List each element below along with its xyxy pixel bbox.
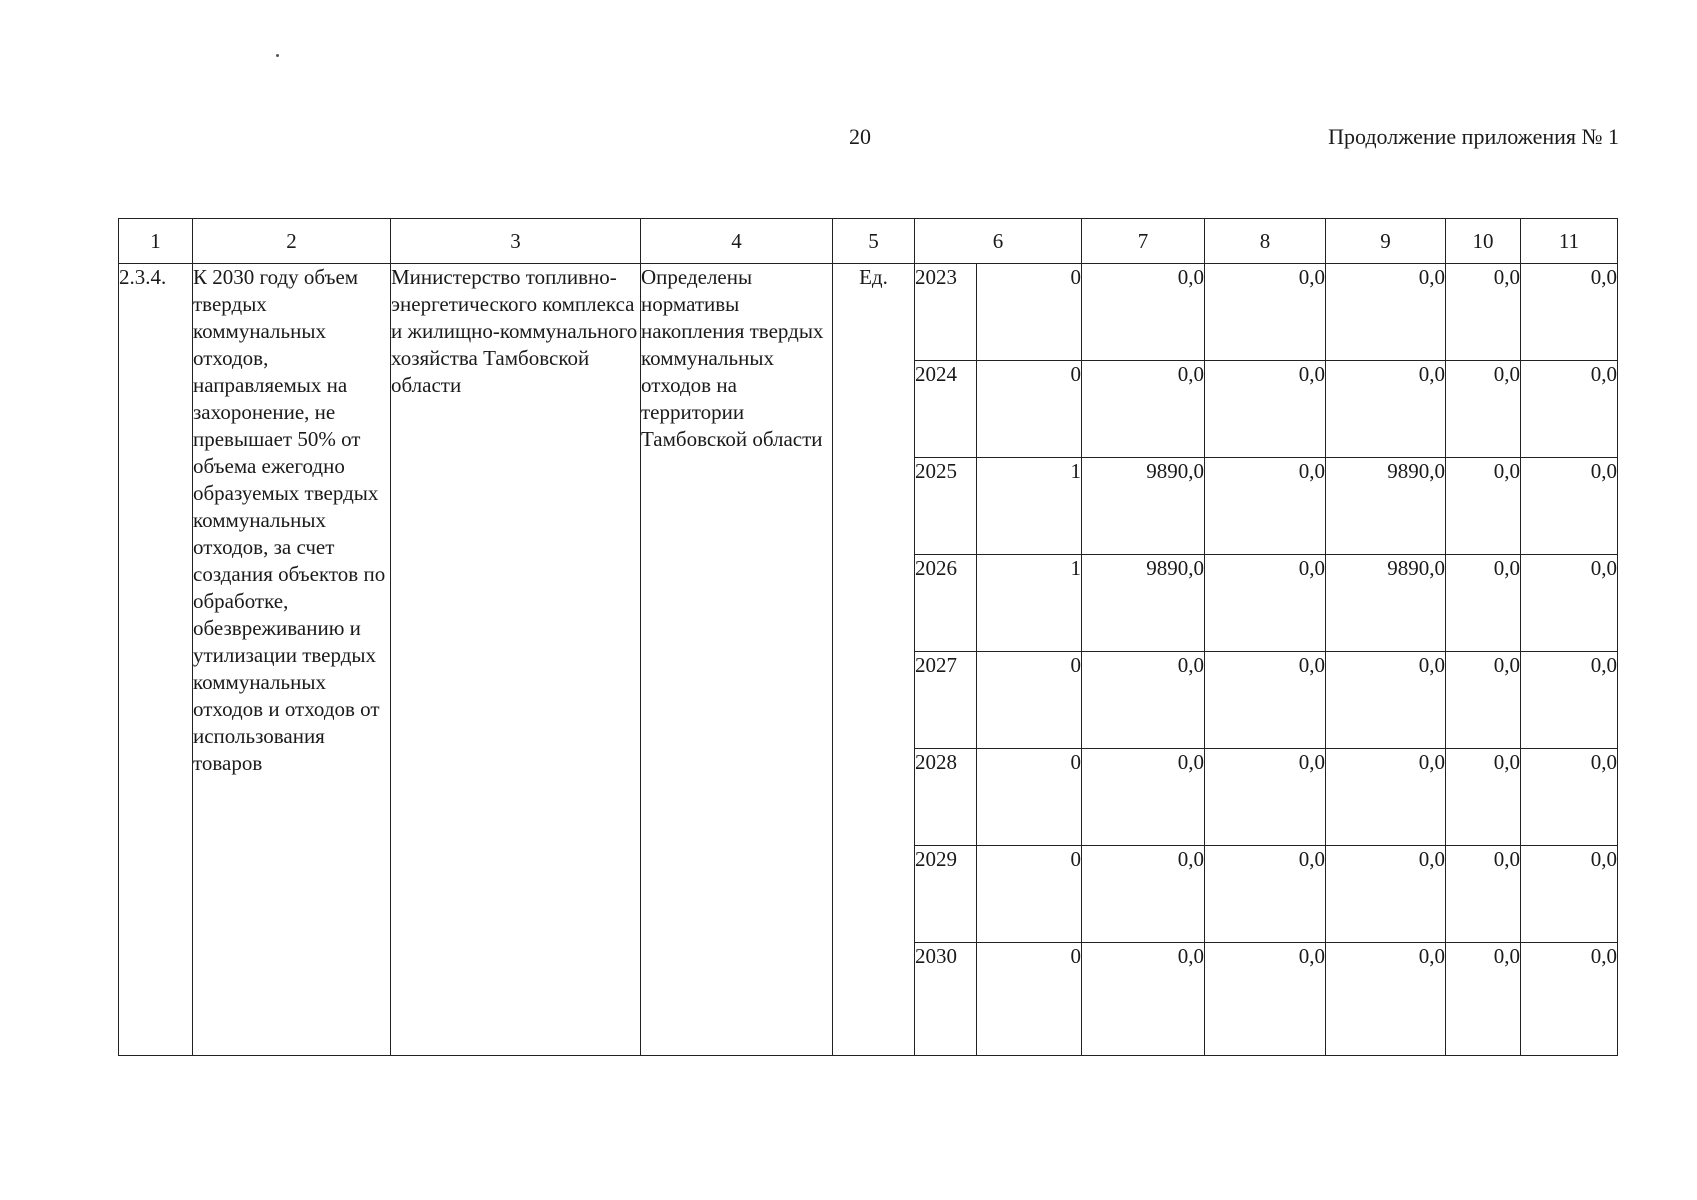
col11-value: 0,0 — [1521, 943, 1618, 1056]
column-header-11: 11 — [1521, 219, 1618, 264]
value-col6: 0 — [977, 943, 1082, 1056]
column-header-7: 7 — [1082, 219, 1205, 264]
value-col6: 1 — [977, 555, 1082, 652]
col10-value: 0,0 — [1446, 749, 1521, 846]
year-cell: 2025 — [915, 458, 977, 555]
value-col6: 0 — [977, 361, 1082, 458]
col11-value: 0,0 — [1521, 846, 1618, 943]
col9-value: 0,0 — [1326, 264, 1446, 361]
col10-value: 0,0 — [1446, 264, 1521, 361]
col9-value: 0,0 — [1326, 749, 1446, 846]
column-header-4: 4 — [641, 219, 833, 264]
year-cell: 2030 — [915, 943, 977, 1056]
col9-value: 0,0 — [1326, 361, 1446, 458]
column-header-3: 3 — [391, 219, 641, 264]
col11-value: 0,0 — [1521, 555, 1618, 652]
col9-value: 9890,0 — [1326, 555, 1446, 652]
col11-value: 0,0 — [1521, 652, 1618, 749]
appendix-note: Продолжение приложения № 1 — [1328, 124, 1619, 149]
page-number: 20 — [849, 124, 871, 149]
expected-result: Определены нормативы накопления твердых коммунальных отходов на территории Тамбовской области — [641, 264, 833, 1056]
column-header-10: 10 — [1446, 219, 1521, 264]
col11-value: 0,0 — [1521, 264, 1618, 361]
col8-value: 0,0 — [1205, 749, 1326, 846]
program-table — [118, 218, 1618, 1056]
column-header-9: 9 — [1326, 219, 1446, 264]
col8-value: 0,0 — [1205, 361, 1326, 458]
col8-value: 0,0 — [1205, 943, 1326, 1056]
col9-value: 0,0 — [1326, 652, 1446, 749]
col9-value: 0,0 — [1326, 943, 1446, 1056]
col7-value: 0,0 — [1082, 652, 1205, 749]
col10-value: 0,0 — [1446, 361, 1521, 458]
col8-value: 0,0 — [1205, 846, 1326, 943]
col11-value: 0,0 — [1521, 458, 1618, 555]
value-col6: 1 — [977, 458, 1082, 555]
col7-value: 0,0 — [1082, 846, 1205, 943]
col10-value: 0,0 — [1446, 652, 1521, 749]
unit-of-measure: Ед. — [833, 264, 915, 1056]
scan-speck — [276, 54, 279, 57]
column-header-1: 1 — [119, 219, 193, 264]
column-header-2: 2 — [193, 219, 391, 264]
value-col6: 0 — [977, 749, 1082, 846]
column-header-8: 8 — [1205, 219, 1326, 264]
col7-value: 9890,0 — [1082, 555, 1205, 652]
col7-value: 0,0 — [1082, 264, 1205, 361]
responsible-executor: Министерство топливно-энергетического комплекса и жилищно-коммунального хозяйства Тамбовской области — [391, 264, 641, 1056]
year-cell: 2029 — [915, 846, 977, 943]
item-description: К 2030 году объем твердых коммунальных отходов, направляемых на захоронение, не превышает 50% от объема ежегодно образуемых твердых коммунальных отходов, за счет создания объектов по обработке, обезвреживанию и утилизации твердых коммунальных отходов и отходов от использования товаров — [193, 264, 391, 1056]
col7-value: 0,0 — [1082, 749, 1205, 846]
column-header-6: 6 — [915, 219, 1082, 264]
year-cell: 2027 — [915, 652, 977, 749]
col9-value: 9890,0 — [1326, 458, 1446, 555]
column-header-5: 5 — [833, 219, 915, 264]
col8-value: 0,0 — [1205, 458, 1326, 555]
col8-value: 0,0 — [1205, 652, 1326, 749]
col10-value: 0,0 — [1446, 943, 1521, 1056]
col8-value: 0,0 — [1205, 555, 1326, 652]
col8-value: 0,0 — [1205, 264, 1326, 361]
column-header-row — [119, 219, 1618, 264]
table-row — [119, 264, 1618, 361]
col7-value: 0,0 — [1082, 943, 1205, 1056]
col7-value: 0,0 — [1082, 361, 1205, 458]
col11-value: 0,0 — [1521, 361, 1618, 458]
col10-value: 0,0 — [1446, 458, 1521, 555]
year-cell: 2023 — [915, 264, 977, 361]
col10-value: 0,0 — [1446, 846, 1521, 943]
year-cell: 2028 — [915, 749, 977, 846]
value-col6: 0 — [977, 652, 1082, 749]
value-col6: 0 — [977, 846, 1082, 943]
year-cell: 2026 — [915, 555, 977, 652]
col7-value: 9890,0 — [1082, 458, 1205, 555]
year-cell: 2024 — [915, 361, 977, 458]
col11-value: 0,0 — [1521, 749, 1618, 846]
value-col6: 0 — [977, 264, 1082, 361]
col9-value: 0,0 — [1326, 846, 1446, 943]
col10-value: 0,0 — [1446, 555, 1521, 652]
item-code: 2.3.4. — [119, 264, 193, 1056]
